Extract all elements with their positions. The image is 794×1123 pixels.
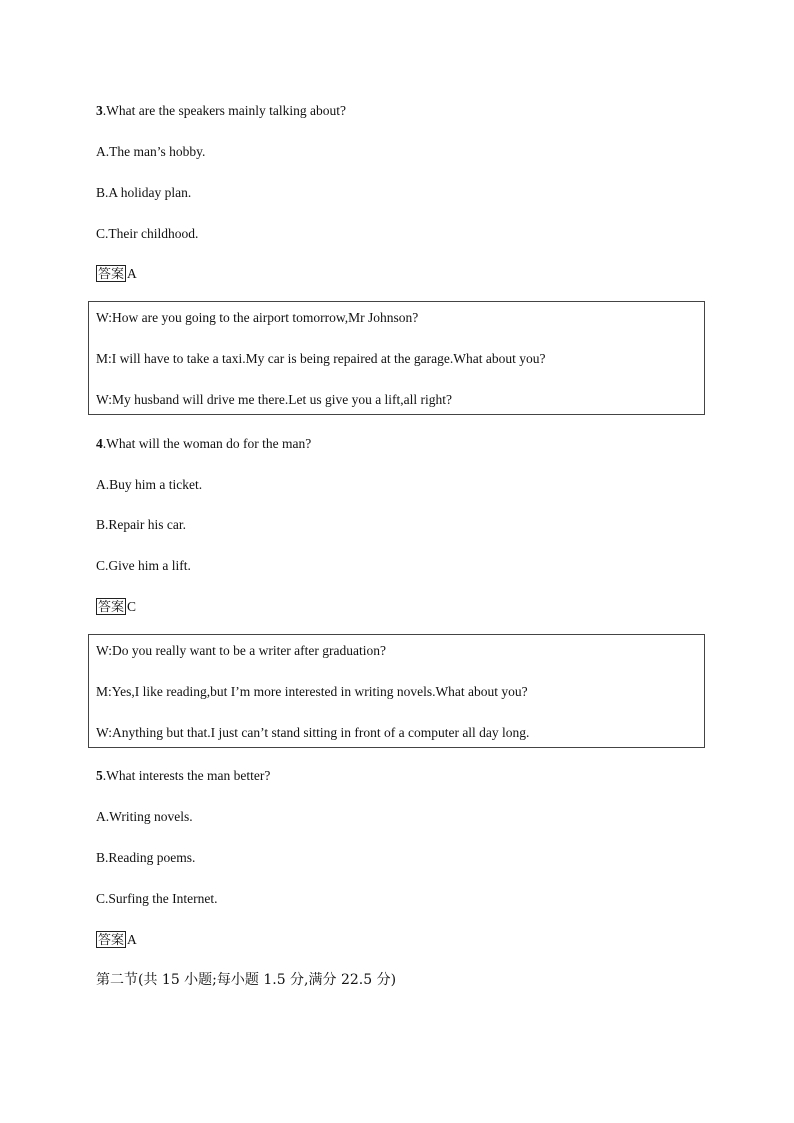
answer-row <box>96 598 136 616</box>
option-a: A.Buy him a ticket. <box>96 477 203 492</box>
section-heading: 第二节(共 15 小题;每小题 1.5 分,满分 22.5 分) <box>96 972 397 988</box>
question-5 <box>96 767 270 785</box>
question-number: 4 <box>96 436 103 451</box>
option-c: C.Give him a lift. <box>96 558 191 573</box>
answer-label: 答案 <box>98 599 125 614</box>
option-b: B.Repair his car. <box>96 517 186 532</box>
answer-row <box>96 265 137 283</box>
question-4 <box>96 435 311 453</box>
dialogue-line: W:Anything but that.I just can’t stand sitting in front of a computer all day long. <box>96 725 530 740</box>
dialogue-line: W:How are you going to the airport tomorrow,Mr Johnson? <box>96 310 419 325</box>
answer-value: A <box>127 266 137 281</box>
question-text: .What interests the man better? <box>102 768 271 783</box>
option-a: A.Writing novels. <box>96 809 193 824</box>
question-text: .What will the woman do for the man? <box>102 436 312 451</box>
option-c: C.Their childhood. <box>96 226 199 241</box>
question-number: 3 <box>96 103 103 118</box>
option-b: B.A holiday plan. <box>96 185 192 200</box>
option-a: A.The man’s hobby. <box>96 144 206 159</box>
question-number: 5 <box>96 768 103 783</box>
option-b: B.Reading poems. <box>96 850 196 865</box>
dialogue-line: W:My husband will drive me there.Let us give you a lift,all right? <box>96 392 453 407</box>
dialogue-line: M:I will have to take a taxi.My car is being repaired at the garage.What about you? <box>96 351 546 366</box>
dialogue-line: W:Do you really want to be a writer after graduation? <box>96 643 387 658</box>
answer-value: C <box>127 599 137 614</box>
option-c: C.Surfing the Internet. <box>96 891 218 906</box>
dialogue-line: M:Yes,I like reading,but I’m more interested in writing novels.What about you? <box>96 684 528 699</box>
dialogue-box <box>88 301 705 415</box>
answer-row <box>96 931 137 949</box>
dialogue-box <box>88 634 705 748</box>
answer-label: 答案 <box>98 266 125 281</box>
answer-value: A <box>127 932 137 947</box>
answer-label: 答案 <box>98 932 125 947</box>
question-text: .What are the speakers mainly talking about? <box>102 103 347 118</box>
question-3 <box>96 102 346 120</box>
